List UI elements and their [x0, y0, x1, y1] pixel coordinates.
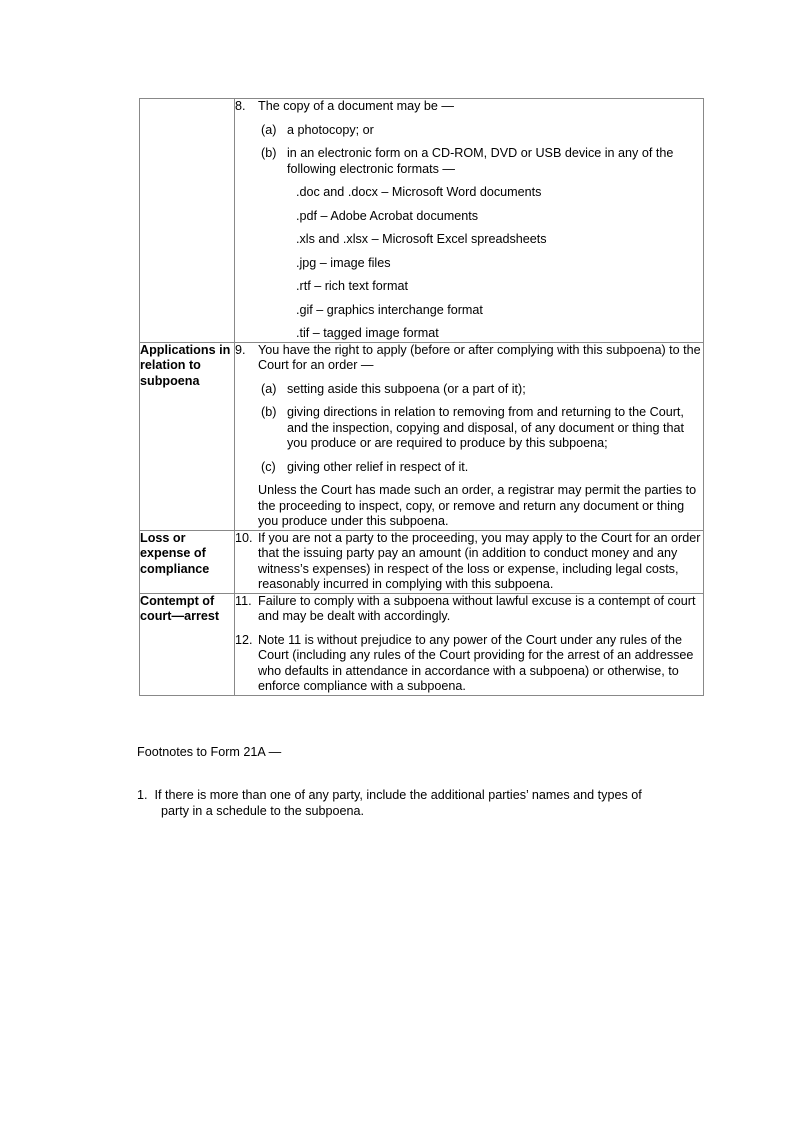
- paragraph-note: Unless the Court has made such an order, a registrar may permit the parties to the proceeding to inspect, copy, or remove and return any document or thing you produce under this subpoena.: [258, 483, 697, 528]
- row-heading: [140, 99, 235, 343]
- format-item: .jpg – image files: [296, 255, 391, 270]
- paragraph-number: 9.: [235, 342, 246, 357]
- row-body: [235, 530, 704, 593]
- sub-item-number: (a): [261, 122, 277, 137]
- footnote-number: 1.: [137, 788, 148, 802]
- paragraph-text: You have the right to apply (before or after complying with this subpoena) to the Court for an order —: [258, 342, 701, 372]
- paragraph-number: 11.: [235, 593, 252, 608]
- format-item: .rtf – rich text format: [296, 279, 408, 293]
- sub-item-text: setting aside this subpoena (or a part of it);: [287, 381, 526, 396]
- sub-item-text: giving other relief in respect of it.: [287, 459, 469, 474]
- paragraph-number: 12.: [235, 632, 253, 647]
- footnote-text: If there is more than one of any party, include the additional parties’ names and types of: [154, 788, 642, 802]
- sub-item: [235, 146, 703, 177]
- table-row: [140, 99, 704, 343]
- format-item: .doc and .docx – Microsoft Word documents: [296, 185, 542, 199]
- format-item: .gif – graphics interchange format: [296, 302, 483, 317]
- format-item: .pdf – Adobe Acrobat documents: [296, 208, 479, 223]
- table-row: [140, 593, 704, 695]
- table-row: [140, 342, 704, 530]
- format-item: .xls and .xlsx – Microsoft Excel spreadsheets: [296, 232, 547, 246]
- sub-item-text: a photocopy; or: [287, 122, 374, 137]
- row-heading: Contempt of court—arrest: [140, 593, 235, 695]
- paragraph-text: Failure to comply with a subpoena without lawful excuse is a contempt of court and may be dealt with accordingly.: [258, 593, 696, 623]
- sub-item-number: (b): [261, 405, 277, 419]
- footnote-item: [137, 788, 697, 819]
- sub-item: [235, 123, 703, 139]
- paragraph-12: [235, 633, 703, 695]
- footnote-line: [137, 788, 697, 804]
- sub-item-number: (a): [261, 381, 277, 396]
- sub-item-text: in an electronic form on a CD-ROM, DVD or USB device in any of the following electronic formats —: [287, 146, 674, 176]
- paragraph-8: [235, 99, 703, 115]
- row-heading: Loss or expense of compliance: [140, 530, 235, 593]
- paragraph-9: [235, 343, 703, 374]
- sub-item-number: (b): [261, 146, 277, 160]
- sub-item: [235, 382, 703, 398]
- paragraph-text: If you are not a party to the proceeding, you may apply to the Court for an order that the issuing party pay an amount (in addition to conduct money and any witness’s expenses) in respect of the loss or expense, including legal costs, reasonably incurred in complying with this subpoena.: [258, 530, 701, 591]
- paragraph-number: 10.: [235, 530, 253, 545]
- subpoena-notes-table: [139, 98, 704, 696]
- paragraph-10: [235, 531, 703, 593]
- row-body: [235, 99, 704, 343]
- paragraph-11: [235, 594, 703, 625]
- row-heading: Applications in relation to subpoena: [140, 342, 235, 530]
- paragraph-text: The copy of a document may be —: [258, 99, 455, 113]
- sub-item-text: giving directions in relation to removing from and returning to the Court, and the inspection, copying and disposal, of any document or thing that you produce or are required to produce by this subpoena;: [287, 405, 684, 450]
- footnote-continuation: party in a schedule to the subpoena.: [161, 803, 365, 818]
- sub-item: [235, 460, 703, 476]
- row-body: [235, 593, 704, 695]
- row-body: [235, 342, 704, 530]
- paragraph-number: 8.: [235, 99, 246, 113]
- sub-item: [235, 405, 703, 452]
- footnotes-heading: Footnotes to Form 21A —: [137, 745, 282, 759]
- table-row: [140, 530, 704, 593]
- paragraph-text: Note 11 is without prejudice to any power of the Court under any rules of the Court (including any rules of the Court providing for the arrest of an addressee who defaults in attendance in accordance with a subpoena) or otherwise, to enforce compliance with a subpoena.: [258, 632, 694, 693]
- format-item: .tif – tagged image format: [296, 326, 439, 340]
- sub-item-number: (c): [261, 459, 276, 474]
